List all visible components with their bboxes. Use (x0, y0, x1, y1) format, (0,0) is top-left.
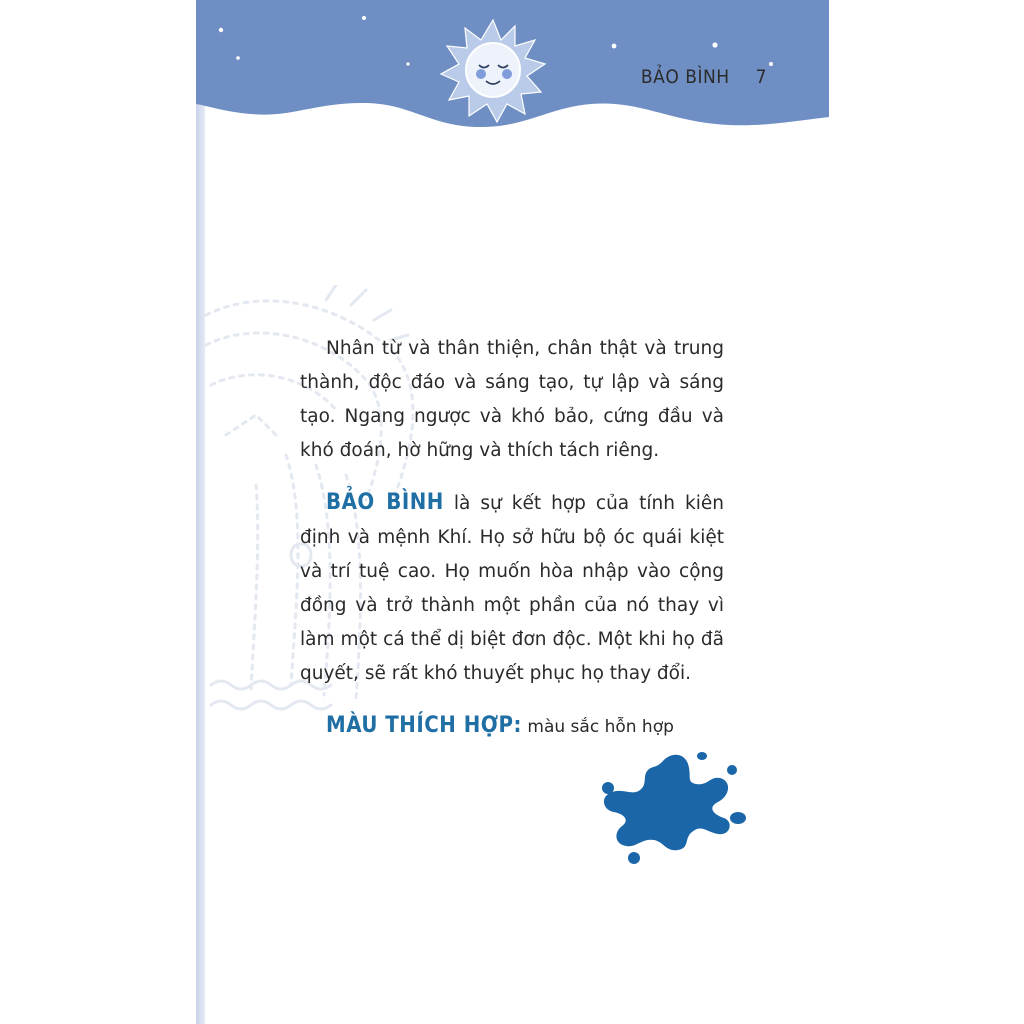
paint-splash-icon (592, 748, 752, 868)
body-text (300, 332, 724, 762)
paragraph-description (300, 486, 724, 691)
suitable-color-line (300, 709, 724, 744)
running-head (641, 66, 767, 88)
page-number: 7 (755, 66, 767, 88)
paragraph-traits: Nhân từ và thân thiện, chân thật và trung thành, độc đáo và sáng tạo, tự lập và sáng tạo. Ngang ngược và khó bảo, cứng đầu và khó đoán, hờ hững và thích tách riêng. (300, 338, 724, 461)
suitable-color-value: màu sắc hỗn hợp (521, 717, 674, 737)
sign-name-highlight: BẢO BÌNH (326, 490, 444, 515)
paragraph-description-text: là sự kết hợp của tính kiên định và mệnh Khí. Họ sở hữu bộ óc quái kiệt và trí tuệ cao. Họ muốn hòa nhập vào cộng đồng và trở thành một phần của nó thay vì làm một cá thể dị biệt đơn độc. Một khi họ đã quyết, sẽ rất khó thuyết phục họ thay đổi. (300, 493, 724, 684)
book-page (196, 0, 829, 1024)
section-title: BẢO BÌNH (640, 66, 730, 88)
suitable-color-label: MÀU THÍCH HỢP: (326, 713, 522, 738)
